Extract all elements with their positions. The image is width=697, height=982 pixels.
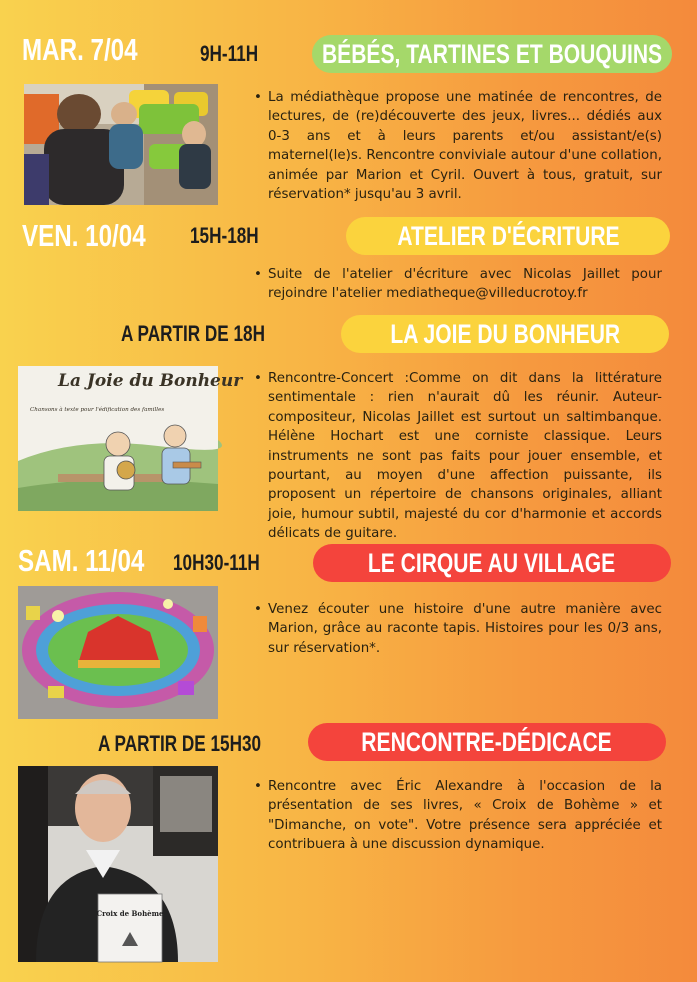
- event-text: Rencontre avec Éric Alexandre à l'occasion de la présentation de ses livres, « Croix de Bohème » et "Dimanche, on vote". Votre présence sera appréciée et contribuera à une discussion dynamique.: [268, 779, 662, 853]
- event-description: [254, 88, 662, 204]
- event-time: 15H-18H: [190, 223, 259, 248]
- event-photo-babies: [24, 84, 218, 205]
- event-title: LE CIRQUE AU VILLAGE: [368, 547, 616, 578]
- event-title: BÉBÉS, TARTINES ET BOUQUINS: [321, 38, 663, 69]
- poster-title: La Joie du Bonheur: [58, 371, 243, 391]
- bullet-icon: •: [254, 371, 262, 386]
- event-photo-story-rug: [18, 586, 218, 719]
- bullet-icon: •: [254, 90, 262, 105]
- event-time: A PARTIR DE 18H: [121, 321, 265, 346]
- book-title: Croix de Bohème: [96, 909, 164, 918]
- event-title-pill: [313, 544, 671, 582]
- event-poster-joie-du-bonheur: [18, 366, 243, 511]
- bullet-icon: •: [254, 602, 262, 617]
- event-text: Rencontre-Concert :Comme on dit dans la littérature sentimentale : rien n'aurait dû les réunir. Auteur-compositeur, Nicolas Jaillet est surtout un saltimbanque. Hélène Hochart est une corniste classique. Leurs instruments ne sont pas faits pour jouer ensemble, et pourtant, au moyen d'une affection puissante, ils proposent un répertoire de chansons originales, alliant joie, humour subtil, majesté du cor d'harmonie et accords délicats de guitare.: [268, 371, 662, 542]
- event-title-pill: [346, 217, 670, 255]
- bullet-icon: •: [254, 779, 262, 794]
- event-time: 10H30-11H: [173, 550, 260, 575]
- event-title: ATELIER D'ÉCRITURE: [396, 220, 620, 251]
- event-description: [254, 265, 662, 304]
- event-time: 9H-11H: [200, 41, 259, 66]
- event-date: SAM. 11/04: [18, 543, 145, 578]
- event-title-pill: [308, 723, 666, 761]
- event-title-pill: [341, 315, 669, 353]
- event-description: [254, 777, 662, 855]
- poster-subtitle: Chansons à texte pour l'édification des familles: [30, 407, 165, 413]
- bullet-icon: •: [254, 267, 262, 282]
- event-title: RENCONTRE-DÉDICACE: [361, 726, 613, 757]
- event-date: VEN. 10/04: [22, 218, 146, 253]
- event-text: Venez écouter une histoire d'une autre manière avec Marion, grâce au raconte tapis. Histoires pour les 0/3 ans, sur réservation*.: [268, 602, 662, 656]
- event-title-pill: [312, 35, 672, 73]
- event-title: LA JOIE DU BONHEUR: [390, 318, 620, 349]
- event-photo-author: [18, 766, 218, 962]
- event-description: [254, 600, 662, 658]
- event-date: MAR. 7/04: [22, 32, 138, 67]
- event-description: [254, 369, 662, 544]
- event-text: La médiathèque propose une matinée de rencontres, de lectures, de (re)découverte des jeux, livres... dédiés aux 0-3 ans et à leurs parents et/ou assistant/e(s) maternel(le)s. Rencontre conviviale autour d'une collation, animée par Marion et Cyril. Ouvert à tous, gratuit, sur réservation* jusqu'au 3 avril.: [268, 90, 662, 203]
- event-text: Suite de l'atelier d'écriture avec Nicolas Jaillet pour rejoindre l'atelier mediatheque@villeducrotoy.fr: [268, 267, 662, 302]
- event-time: A PARTIR DE 15H30: [98, 731, 262, 756]
